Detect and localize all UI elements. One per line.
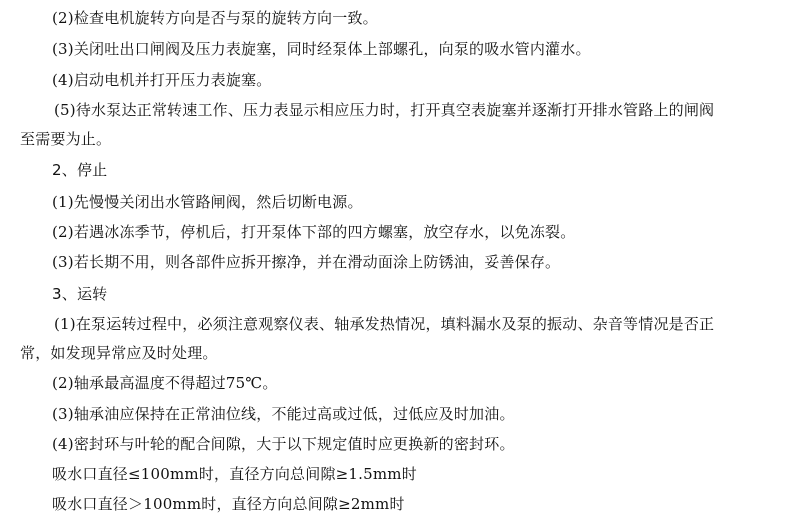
stop-item-3: (3)若长期不用，则各部件应拆开擦净，并在滑动面涂上防锈油，妥善保存。 (52, 253, 561, 271)
run-item-1-line-1: (1)在泵运转过程中，必须注意观察仪表、轴承发热情况，填料漏水及泵的振动、杂音等情况是否正 (54, 315, 715, 333)
stop-item-1: (1)先慢慢关闭出水管路闸阀，然后切断电源。 (52, 193, 363, 211)
start-step-5-line-2: 至需要为止。 (20, 130, 112, 148)
start-step-5-line-1: (5)待水泵达正常转速工作、压力表显示相应压力时，打开真空表旋塞并逐渐打开排水管路上的闸阀 (54, 101, 715, 119)
run-rule-2: 吸水口直径＞100mm时，直径方向总间隙≥2mm时 (52, 495, 405, 513)
section-heading-run: 3、运转 (52, 285, 108, 303)
start-step-4: (4)启动电机并打开压力表旋塞。 (52, 71, 272, 89)
start-step-2: (2)检查电机旋转方向是否与泵的旋转方向一致。 (52, 9, 378, 27)
run-item-2: (2)轴承最高温度不得超过75℃。 (52, 374, 278, 392)
section-heading-stop: 2、停止 (52, 161, 108, 179)
run-item-3: (3)轴承油应保持在正常油位线，不能过高或过低，过低应及时加油。 (52, 405, 515, 423)
run-item-1-line-2: 常，如发现异常应及时处理。 (20, 344, 218, 362)
stop-item-2: (2)若遇冰冻季节，停机后，打开泵体下部的四方螺塞，放空存水，以免冻裂。 (52, 223, 576, 241)
run-item-4: (4)密封环与叶轮的配合间隙，大于以下规定值时应更换新的密封环。 (52, 435, 515, 453)
start-step-3: (3)关闭吐出口闸阀及压力表旋塞，同时经泵体上部螺孔，向泵的吸水管内灌水。 (52, 40, 591, 58)
run-rule-1: 吸水口直径≤100mm时，直径方向总间隙≥1.5mm时 (52, 465, 417, 483)
